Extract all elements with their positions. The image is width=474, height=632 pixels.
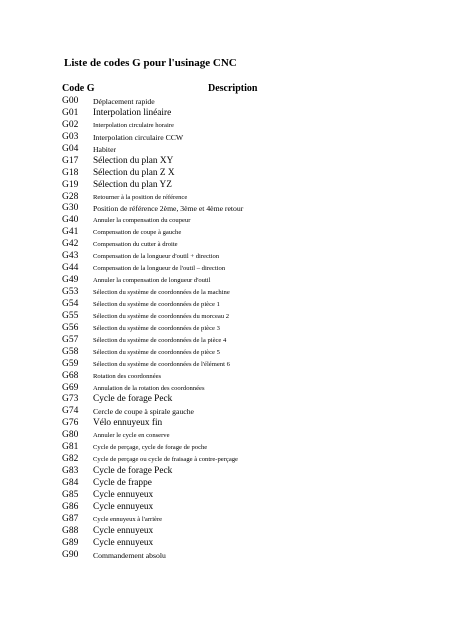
table-row [0, 442, 474, 454]
gcode-description: Déplacement rapide [93, 97, 155, 106]
gcode-description: Interpolation circulaire CCW [93, 132, 184, 142]
gcode-code: G81 [62, 442, 79, 453]
gcode-code: G28 [62, 191, 79, 202]
gcode-code: G58 [62, 346, 79, 357]
gcode-description: Cycle ennuyeux [93, 489, 154, 500]
table-row [0, 168, 474, 180]
gcode-description: Interpolation circulaire horaire [93, 121, 174, 129]
gcode-description: Cycle de perçage ou cycle de fraisage à contre-perçage [93, 456, 238, 464]
table-row [0, 299, 474, 311]
gcode-description: Rotation des coordonnées [93, 372, 162, 380]
table-row [0, 394, 474, 406]
gcode-code: G18 [62, 167, 79, 178]
table-row [0, 311, 474, 323]
gcode-description: Sélection du système de coordonnées de l'élément 6 [93, 360, 230, 368]
table-row [0, 156, 474, 168]
table-row [0, 371, 474, 383]
gcode-description: Annuler le cycle en conserve [93, 432, 170, 440]
gcode-description: Sélection du plan YZ [93, 179, 172, 190]
gcode-code: G83 [62, 466, 79, 477]
gcode-code: G02 [62, 119, 79, 130]
table-row [0, 263, 474, 275]
table-row [0, 430, 474, 442]
gcode-description: Sélection du système de coordonnées de la pièce 4 [93, 336, 227, 344]
gcode-code: G01 [62, 107, 79, 118]
gcode-code: G40 [62, 215, 79, 226]
table-row [0, 120, 474, 132]
gcode-code: G49 [62, 275, 79, 286]
gcode-description: Cycle de frappe [93, 478, 152, 488]
table-row [0, 275, 474, 287]
table-row [0, 215, 474, 227]
table-row [0, 180, 474, 192]
gcode-description: Cycle de perçage, cycle de forage de poche [93, 444, 208, 452]
gcode-code: G80 [62, 430, 79, 441]
gcode-description: Cycle ennuyeux à l'arrière [93, 515, 163, 523]
gcode-description: Compensation du cutter à droite [93, 241, 178, 249]
gcode-code: G17 [62, 155, 79, 166]
gcode-description: Habiter [93, 144, 117, 154]
table-row [0, 478, 474, 490]
gcode-code: G87 [62, 513, 79, 524]
gcode-code: G57 [62, 334, 79, 345]
table-row [0, 227, 474, 239]
table-row [0, 454, 474, 466]
table-row [0, 538, 474, 550]
gcode-description: Cycle ennuyeux [93, 525, 154, 536]
gcode-code: G53 [62, 287, 79, 297]
table-row [0, 466, 474, 478]
table-row [0, 96, 474, 108]
gcode-code: G88 [62, 525, 79, 536]
gcode-description: Sélection du système de coordonnées de pièce 5 [93, 348, 220, 356]
table-row [0, 359, 474, 371]
gcode-description: Sélection du plan XY [93, 155, 174, 166]
table-row [0, 526, 474, 538]
gcode-code: G42 [62, 239, 79, 250]
gcode-description: Sélection du plan Z X [93, 167, 175, 178]
gcode-description: Commandement absolu [93, 550, 166, 560]
table-row [0, 514, 474, 526]
gcode-description: Position de référence 2ème, 3ème et 4ème retour [93, 204, 244, 214]
table-row [0, 108, 474, 120]
column-header-code: Code G [62, 83, 95, 94]
table-row [0, 251, 474, 263]
gcode-description: Sélection du système de coordonnées de pièce 3 [93, 324, 220, 332]
gcode-description: Cycle ennuyeux [93, 537, 154, 548]
gcode-code: G85 [62, 489, 79, 500]
table-row [0, 490, 474, 502]
table-row [0, 203, 474, 215]
table-row [0, 502, 474, 514]
table-row [0, 287, 474, 299]
table-row [0, 239, 474, 251]
gcode-table [0, 96, 474, 562]
gcode-description: Sélection du système de coordonnées du morceau 2 [93, 312, 230, 320]
table-row [0, 335, 474, 347]
gcode-description: Annulation de la rotation des coordonnées [93, 384, 205, 392]
gcode-code: G44 [62, 263, 79, 274]
gcode-code: G03 [62, 131, 79, 142]
gcode-description: Vélo ennuyeux fin [93, 418, 163, 429]
table-row [0, 418, 474, 430]
gcode-code: G89 [62, 537, 79, 548]
gcode-description: Sélection du système de coordonnées de la machine [93, 289, 230, 296]
gcode-code: G69 [62, 382, 79, 393]
gcode-description: Cycle de forage Peck [93, 394, 173, 405]
gcode-description: Retourner à la position de référence [93, 193, 188, 201]
gcode-code: G41 [62, 227, 79, 238]
table-row [0, 406, 474, 418]
gcode-code: G55 [62, 310, 79, 321]
gcode-code: G86 [62, 501, 79, 512]
document-title: Liste de codes G pour l'usinage CNC [64, 57, 237, 69]
gcode-description: Interpolation linéaire [93, 107, 172, 118]
gcode-description: Compensation de coupe à gauche [93, 229, 182, 237]
gcode-code: G73 [62, 394, 79, 405]
table-row [0, 144, 474, 156]
gcode-description: Cycle de forage Peck [93, 466, 173, 477]
gcode-code: G43 [62, 251, 79, 262]
gcode-code: G68 [62, 370, 79, 381]
gcode-code: G04 [62, 143, 79, 154]
gcode-code: G90 [62, 549, 79, 560]
gcode-description: Compensation de la longueur de l'outil – direction [93, 265, 226, 273]
gcode-code: G56 [62, 322, 79, 333]
gcode-code: G74 [62, 406, 79, 417]
gcode-code: G76 [62, 418, 79, 429]
gcode-code: G19 [62, 179, 79, 190]
gcode-code: G82 [62, 454, 79, 465]
table-row [0, 347, 474, 359]
gcode-code: G00 [62, 96, 79, 106]
table-row [0, 192, 474, 204]
gcode-code: G59 [62, 358, 79, 369]
table-row [0, 383, 474, 395]
gcode-code: G54 [62, 298, 79, 309]
gcode-description: Cycle ennuyeux [93, 501, 154, 512]
table-row [0, 550, 474, 562]
table-row [0, 323, 474, 335]
gcode-code: G84 [62, 478, 79, 488]
table-row [0, 132, 474, 144]
gcode-description: Annuler la compensation de longueur d'outil [93, 277, 211, 285]
gcode-code: G30 [62, 203, 79, 214]
gcode-description: Sélection du système de coordonnées de pièce 1 [93, 300, 220, 308]
gcode-description: Compensation de la longueur d'outil + direction [93, 253, 220, 261]
gcode-description: Annuler la compensation du coupeur [93, 217, 191, 225]
column-header-description: Description [208, 83, 258, 94]
gcode-description: Cercle de coupe à spirale gauche [93, 407, 194, 417]
